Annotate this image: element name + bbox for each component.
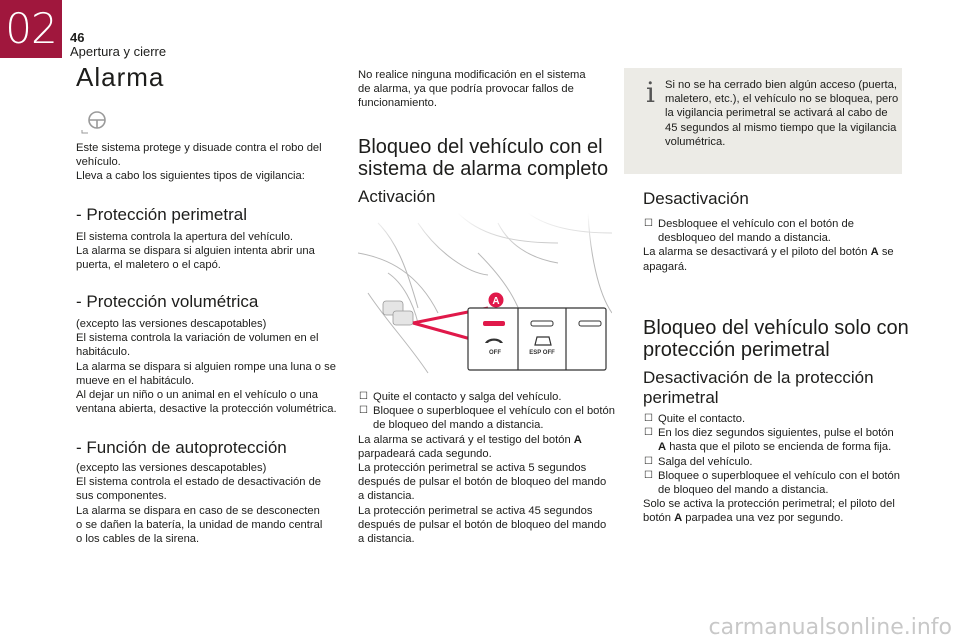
info-icon: i xyxy=(646,76,655,109)
heading-perimetral-only: Bloqueo del vehículo solo con protección perimetral xyxy=(643,317,909,361)
activation-steps: ☐ Quite el contacto y salga del vehículo. ☐ Bloquee o superbloquee el vehículo con el botón de bloqueo del mando a distancia. La alarma se activará y el testigo del botón A parpadeará cada segundo. La protección perimetral se activa 5 segundos después de pulsar el botón de bloqueo del mando a distancia. La protección perimetral se activa 45 segundos después de pulsar el botón de bloqueo del mando a distancia. xyxy=(358,390,620,546)
desactivacion-heading: Desactivación xyxy=(643,189,749,208)
esp-off-label: ESP OFF xyxy=(529,350,555,356)
info-text: Si no se ha cerrado bien algún acceso (puerta, maletero, etc.), el vehículo no se bloquea, pero la vigilancia perimetral se activará al cabo de 45 segundos al mismo tiempo que la vigilancia volumétrica. xyxy=(665,79,899,148)
chapter-tab: 02 xyxy=(0,0,62,58)
desactivacion-text: ☐ Desbloquee el vehículo con el botón de desbloqueo del mando a distancia. La alarma se desactivará y el piloto del botón A se apagará. xyxy=(643,217,908,274)
callout-a-label: A xyxy=(492,296,500,307)
watermark: carmanualsonline.info xyxy=(708,615,952,640)
perimetral-heading: - Protección perimetral xyxy=(76,205,248,224)
list-item: ☐ Desbloquee el vehículo con el botón de desbloqueo del mando a distancia. xyxy=(644,218,854,245)
steering-wheel-icon xyxy=(80,110,110,134)
perimetral-text: El sistema controla la apertura del vehículo. La alarma se dispara si alguien intenta abrir una puerta, el maletero o el capó. xyxy=(76,231,315,272)
autoproteccion-heading: - Función de autoprotección xyxy=(76,438,287,457)
heading-full-alarm: Bloqueo del vehículo con el sistema de alarma completo xyxy=(358,136,609,180)
page-title: Alarma xyxy=(76,62,165,92)
activation-heading: Activación xyxy=(358,187,436,206)
list-item: ☐ Salga del vehículo. xyxy=(644,455,753,468)
page-number: 46 xyxy=(70,30,85,45)
desactivacion-perimetral-heading: Desactivación de la protección perimetral xyxy=(643,368,874,407)
list-item: ☐ Bloquee o superbloquee el vehículo con el botón de bloqueo del mando a distancia. xyxy=(359,405,615,432)
list-item: ☐ Quite el contacto y salga del vehículo. xyxy=(359,391,562,403)
intro-text: Este sistema protege y disuade contra el robo del vehículo. Lleva a cabo los siguientes tipos de vigilancia: xyxy=(76,142,322,183)
alarm-button-led xyxy=(483,321,505,326)
list-item: ☐ Bloquee o superbloquee el vehículo con el botón de bloqueo del mando a distancia. xyxy=(644,469,900,497)
volumetrica-heading: - Protección volumétrica xyxy=(76,292,259,311)
perimetral-steps: ☐ Quite el contacto. ☐ En los diez segundos siguientes, pulse el botón A hasta que el piloto se encienda de forma fija. ☐ Salga del vehículo. ☐ Bloquee o superbloquee el vehículo con el botón de bloqueo del mando a distancia. Solo se activa la protección perimetral; el piloto del botón A parpadea una vez por segundo. xyxy=(643,412,908,526)
list-item: ☐ Quite el contacto. xyxy=(644,413,746,425)
dashboard-illustration xyxy=(358,213,612,375)
autoproteccion-text: (excepto las versiones descapotables) El sistema controla el estado de desactivación de sus componentes. La alarma se dispara en caso de se desconecten o se dañen la batería, la unidad de mando central o los cables de la sirena. xyxy=(76,462,323,546)
volumetrica-text: (excepto las versiones descapotables) El sistema controla la variación de volumen en el habitáculo. La alarma se dispara si alguien rompe una luna o se mueve en el habitáculo. Al dejar un niño o un animal en el vehículo o una ventana abierta, desactive la protección volumétrica. xyxy=(76,318,337,416)
warning-text: No realice ninguna modificación en el sistema de alarma, ya que podría provocar fallos de funcionamiento. xyxy=(358,69,586,110)
section-name: Apertura y cierre xyxy=(70,44,167,59)
list-item: ☐ En los diez segundos siguientes, pulse el botón A hasta que el piloto se encienda de forma fija. xyxy=(644,427,894,454)
alarm-off-label: OFF xyxy=(489,350,501,356)
